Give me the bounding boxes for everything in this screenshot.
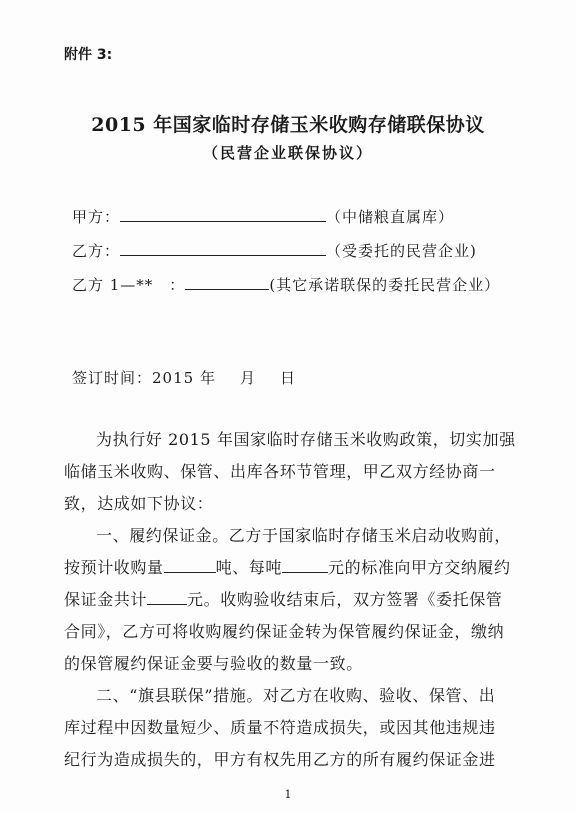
sign-time-month: 月 — [239, 369, 256, 387]
clause-1-line-5: 的保管履约保证金要与验收的数量一致。 — [64, 654, 363, 673]
intro-line-3: 致，达成如下协议： — [64, 494, 214, 513]
intro-paragraph — [64, 424, 520, 520]
clause-1-paragraph — [64, 520, 520, 680]
intro-line-2: 临储玉米收购、保管、出库各环节管理，甲乙双方经协商一 — [64, 462, 496, 481]
total-blank — [147, 589, 187, 605]
sign-time-label: 签订时间： — [72, 369, 153, 387]
clause-1-text: 吨、每吨 — [215, 558, 283, 577]
party-b-note: （受委托的民营企业) — [326, 242, 477, 260]
party-a-blank — [120, 207, 326, 222]
document-title: 2015 年国家临时存储玉米收购存储联保协议 — [91, 114, 485, 136]
party-b-label: 乙方： — [72, 242, 121, 260]
clause-2-line-2: 库过程中因数量短少、质量不符造成损失，或因其他违规违 — [64, 718, 496, 737]
party-b1-label: 乙方 1—** ： — [72, 276, 186, 294]
party-b-blank — [120, 241, 326, 256]
clause-1-line-4: 合同》，乙方可将收购履约保证金转为保管履约保证金，缴纳 — [64, 622, 505, 641]
clause-1-text: 元的标准向甲方交纳履约 — [328, 558, 511, 577]
clause-1-line-1: 一、履约保证金。乙方于国家临时存储玉米启动收购前， — [96, 526, 512, 545]
party-b-line — [72, 240, 477, 261]
clause-2-paragraph — [64, 680, 520, 776]
clause-2-line-3: 纪行为造成损失的，甲方有权先用乙方的所有履约保证金进 — [64, 750, 496, 769]
clause-1-line-2 — [64, 552, 520, 584]
party-a-label: 甲方： — [72, 208, 121, 226]
intro-line-1: 为执行好 2015 年国家临时存储玉米收购政策，切实加强 — [96, 430, 516, 449]
sign-time-day: 日 — [279, 369, 296, 387]
price-blank — [282, 557, 328, 573]
attachment-label: 附件 3: — [64, 47, 113, 63]
party-b1-note: (其它承诺联保的委托民营企业） — [269, 276, 501, 294]
page-number: 1 — [284, 788, 292, 801]
sign-time-line — [72, 367, 296, 388]
party-b1-blank — [185, 275, 269, 290]
clause-1-line-3 — [64, 584, 520, 616]
sign-time-year: 2015 年 — [152, 369, 216, 387]
clause-1-text: 保证金共计 — [64, 590, 148, 609]
party-a-note: （中储粮直属库） — [326, 208, 455, 226]
clause-1-text: 元。收购验收结束后，双方签署《委托保管 — [187, 590, 503, 609]
clause-1-text: 按预计收购量 — [64, 558, 164, 577]
quantity-blank — [164, 557, 216, 573]
party-a-line — [72, 206, 454, 227]
document-subtitle: （民营企业联保协议） — [202, 144, 373, 162]
clause-2-line-1: 二、“旗县联保”措施。对乙方在收购、验收、保管、出 — [96, 686, 496, 705]
party-b1-line — [72, 274, 500, 295]
